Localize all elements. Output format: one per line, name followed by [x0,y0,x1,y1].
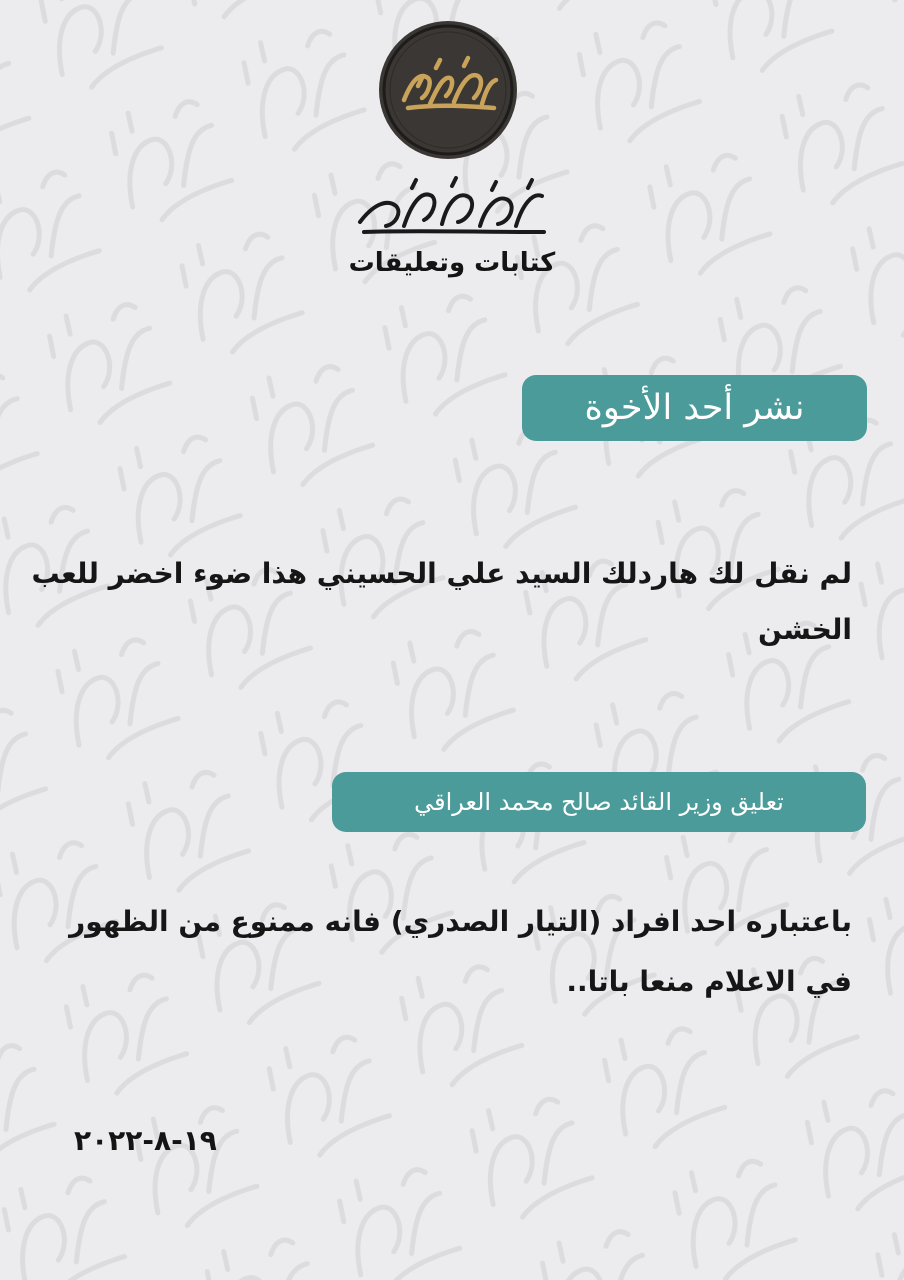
date: ١٩-٨-٢٠٢٢ [74,1124,217,1157]
comment-text: باعتباره احد افراد (التيار الصدري) فانه ممنوع من الظهور في الاعلام منعا باتا.. [69,905,852,998]
comment-label: تعليق وزير القائد صالح محمد العراقي [332,772,866,832]
post-text: لم نقل لك هاردلك السيد علي الحسيني هذا ضوء اخضر للعب الخشن [31,557,852,646]
logo-seal [378,20,518,160]
post-label: نشر أحد الأخوة [522,375,867,441]
page-subtitle: كتابات وتعليقات [348,248,556,278]
signature-calligraphy [352,176,552,240]
